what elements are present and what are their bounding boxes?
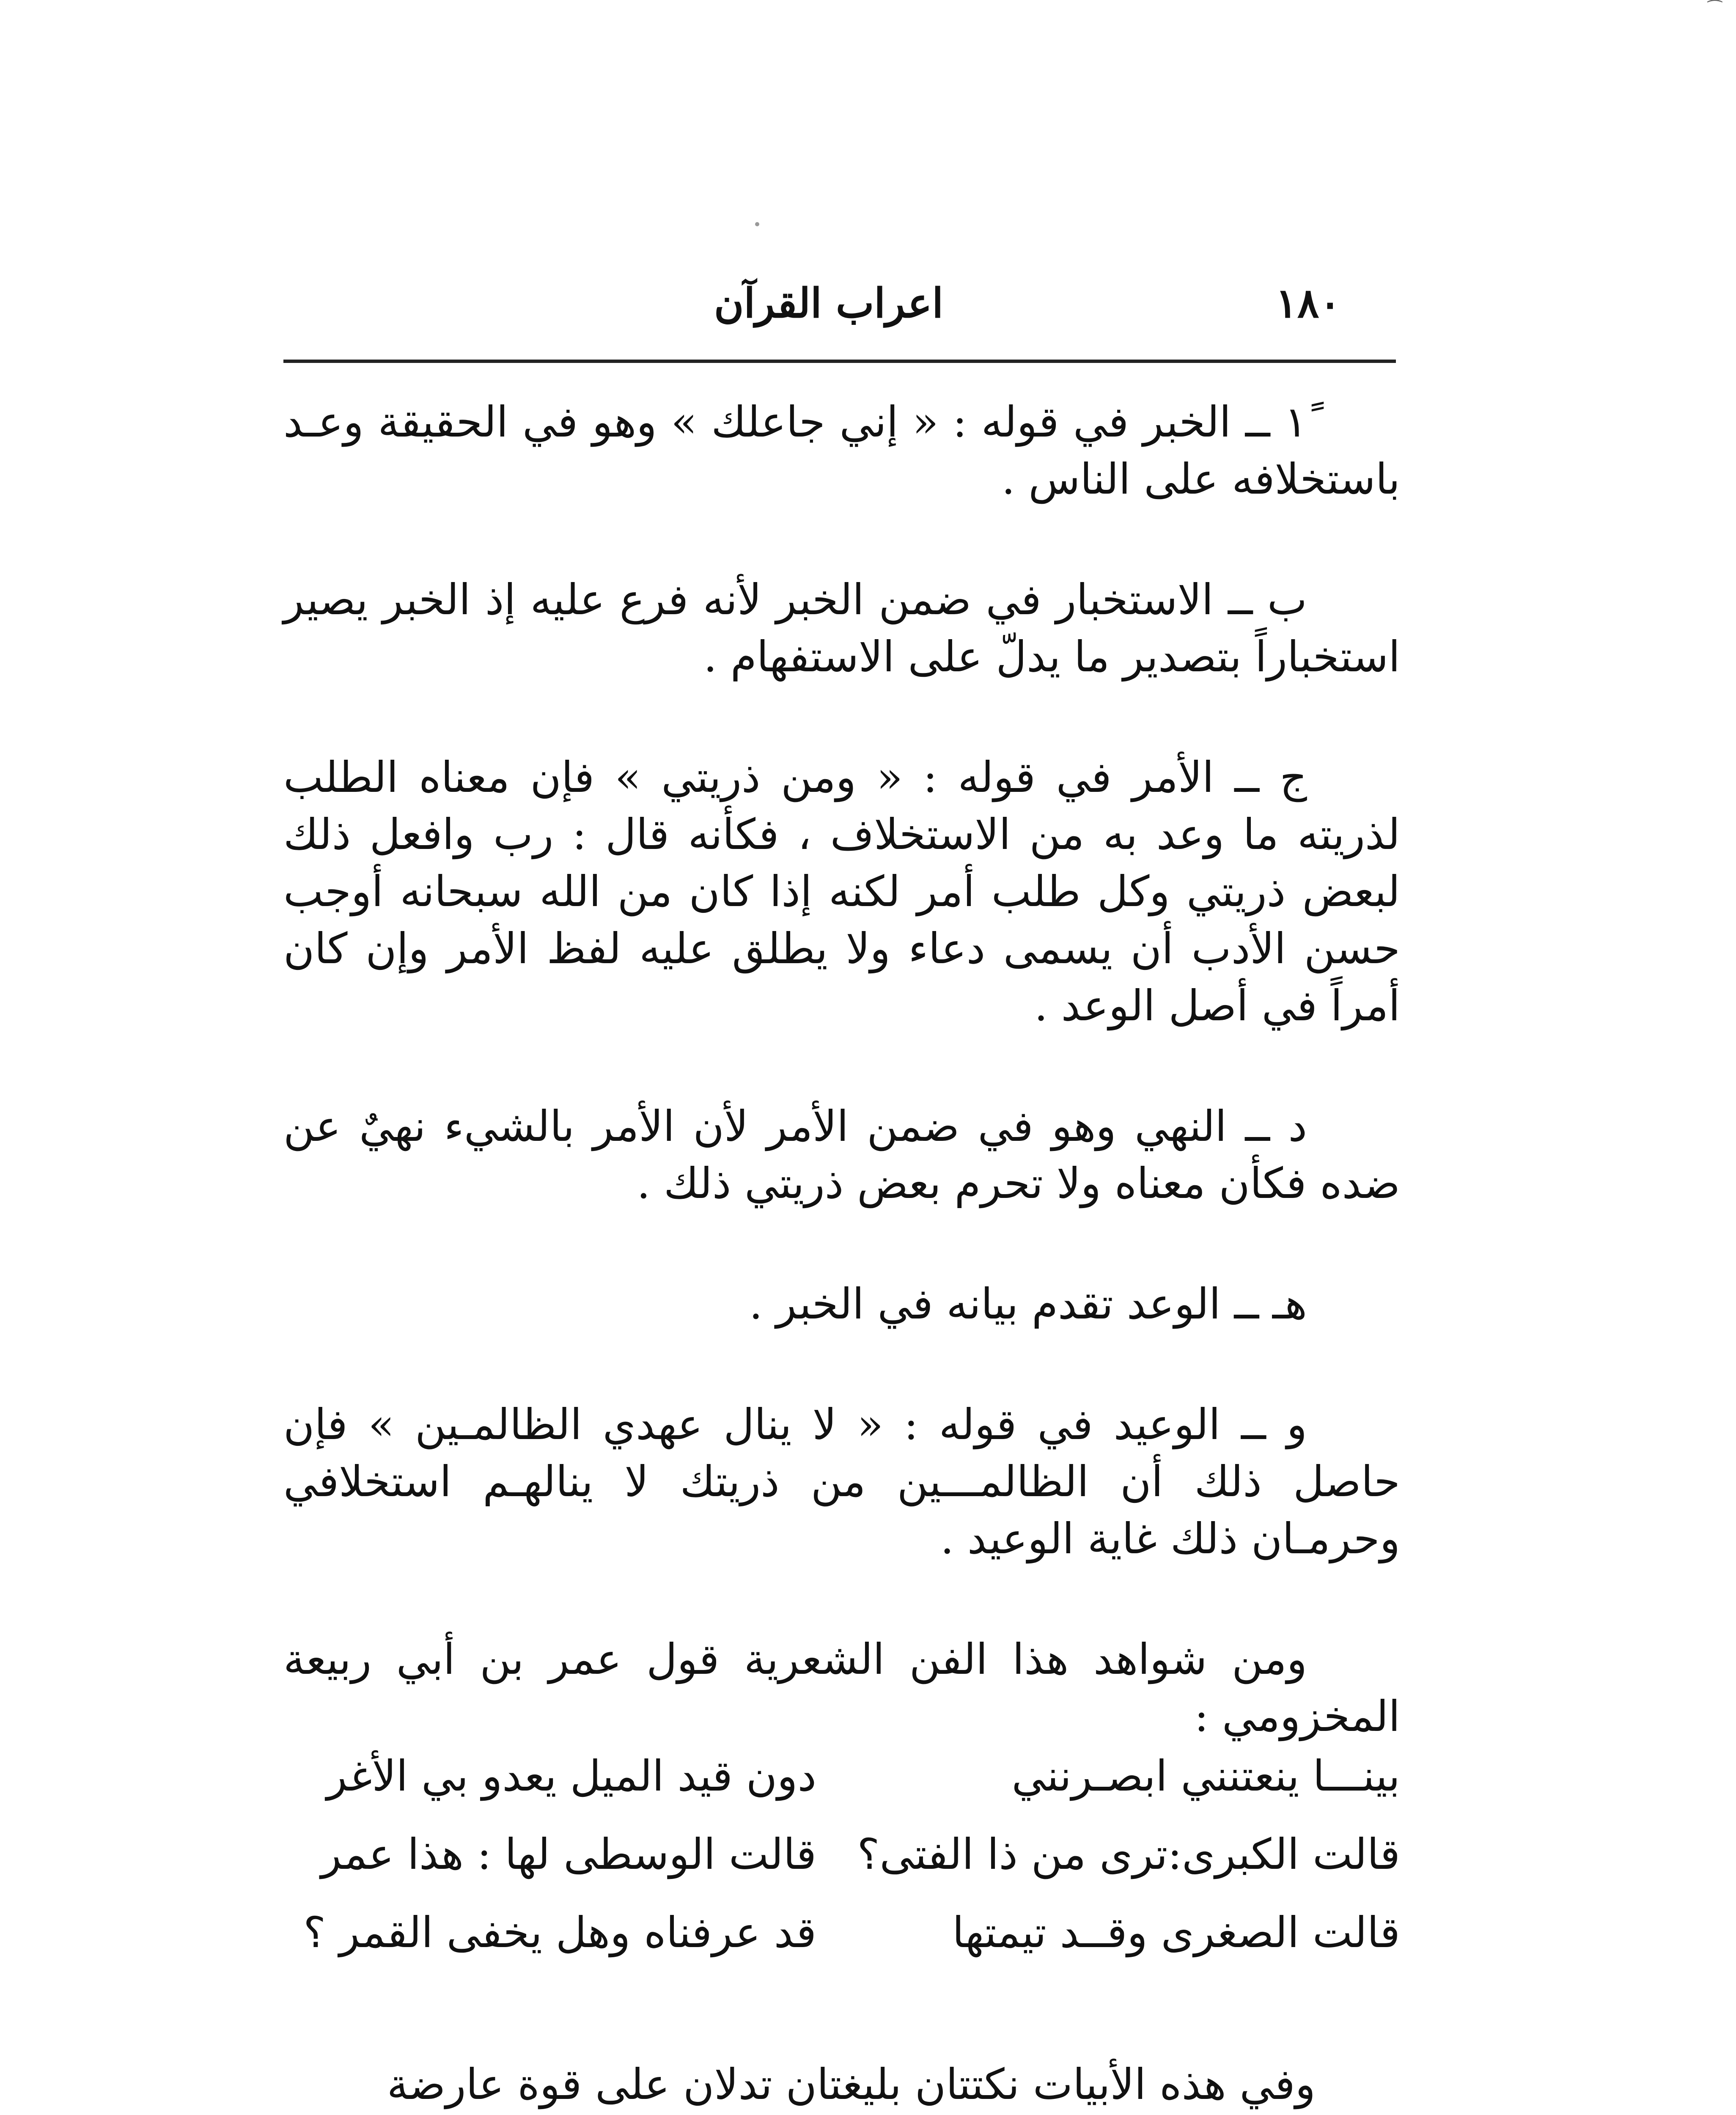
paragraph-istikhbar: ب ــ الاستخبار في ضمن الخبر لأنه فرع عليه إذ الخبر يصير استخباراً بتصدير ما يدلّ على الاستفهام . [283, 575, 1400, 681]
poem-verse [303, 1908, 1400, 1971]
page-header [283, 271, 1396, 347]
paragraph-wad: هـ ــ الوعد تقدم بيانه في الخبر . [749, 1279, 1307, 1329]
paragraph-nahy: د ــ النهي وهو في ضمن الأمر لأن الأمر بالشيء نهيٌ عن ضده فكأن معناه ولا تحرم بعض ذريتي ذلك . [283, 1101, 1400, 1208]
poem-hemistich-second: قد عرفناه وهل يخفى القمر ؟ [303, 1908, 816, 1957]
closing-line: وفي هذه الأبيات نكتتان بليغتان تدلان على قوة عارضة [387, 2060, 1316, 2109]
paragraph-waid: و ــ الوعيد في قوله : « لا ينال عهدي الظالمـين » فإن حاصل ذلك أن الظالمـــين من ذريتك لا ينالهـم استخلافي وحرمـان ذلك غاية الوعيد . [283, 1400, 1400, 1563]
poem-hemistich-second: قالت الوسطى لها : هذا عمر [321, 1829, 816, 1879]
poem [303, 1751, 1400, 1988]
paragraph-amr: ج ــ الأمر في قوله : « ومن ذريتي » فإن معناه الطلب لذريته ما وعد به من الاستخلاف ، فكأنه قال : رب وافعل ذلك لبعض ذريتي وكل طلب أمر لكنه إذا كان من الله سبحانه أوجب حسن الأدب أن يسمى دعاء ولا يطلق عليه لفظ الأمر وإن كان أمراً في أصل الوعد . [283, 753, 1400, 1030]
body-text [283, 393, 1400, 1808]
poem-verse [327, 1751, 1400, 1815]
poem-hemistich-first: قالت الصغرى وقــد تيمتها [952, 1908, 1400, 1957]
poem-hemistich-first: قالت الكبرى:ترى من ذا الفتى؟ [857, 1829, 1400, 1879]
corner-smudge: ⁀ [1708, 0, 1722, 19]
page-number: ١٨٠ [1275, 279, 1341, 327]
paragraph-khabar: ١ً ــ الخبر في قوله : « إني جاعلك » وهو في الحقيقة وعـد باستخلافه على الناس . [283, 397, 1400, 504]
poem-hemistich-second: دون قيد الميل يعدو بي الأغر [327, 1751, 816, 1801]
paragraph-shawahid-intro: ومن شواهد هذا الفن الشعرية قول عمر بن أبي ربيعة المخزومي : [283, 1634, 1400, 1741]
header-rule [283, 360, 1396, 363]
poem-hemistich-first: بينـــا ينعتنني ابصـرنني [1011, 1751, 1400, 1801]
poem-verse [321, 1829, 1400, 1893]
scan-speck [755, 222, 759, 226]
running-title: اعراب القرآن [714, 279, 943, 327]
